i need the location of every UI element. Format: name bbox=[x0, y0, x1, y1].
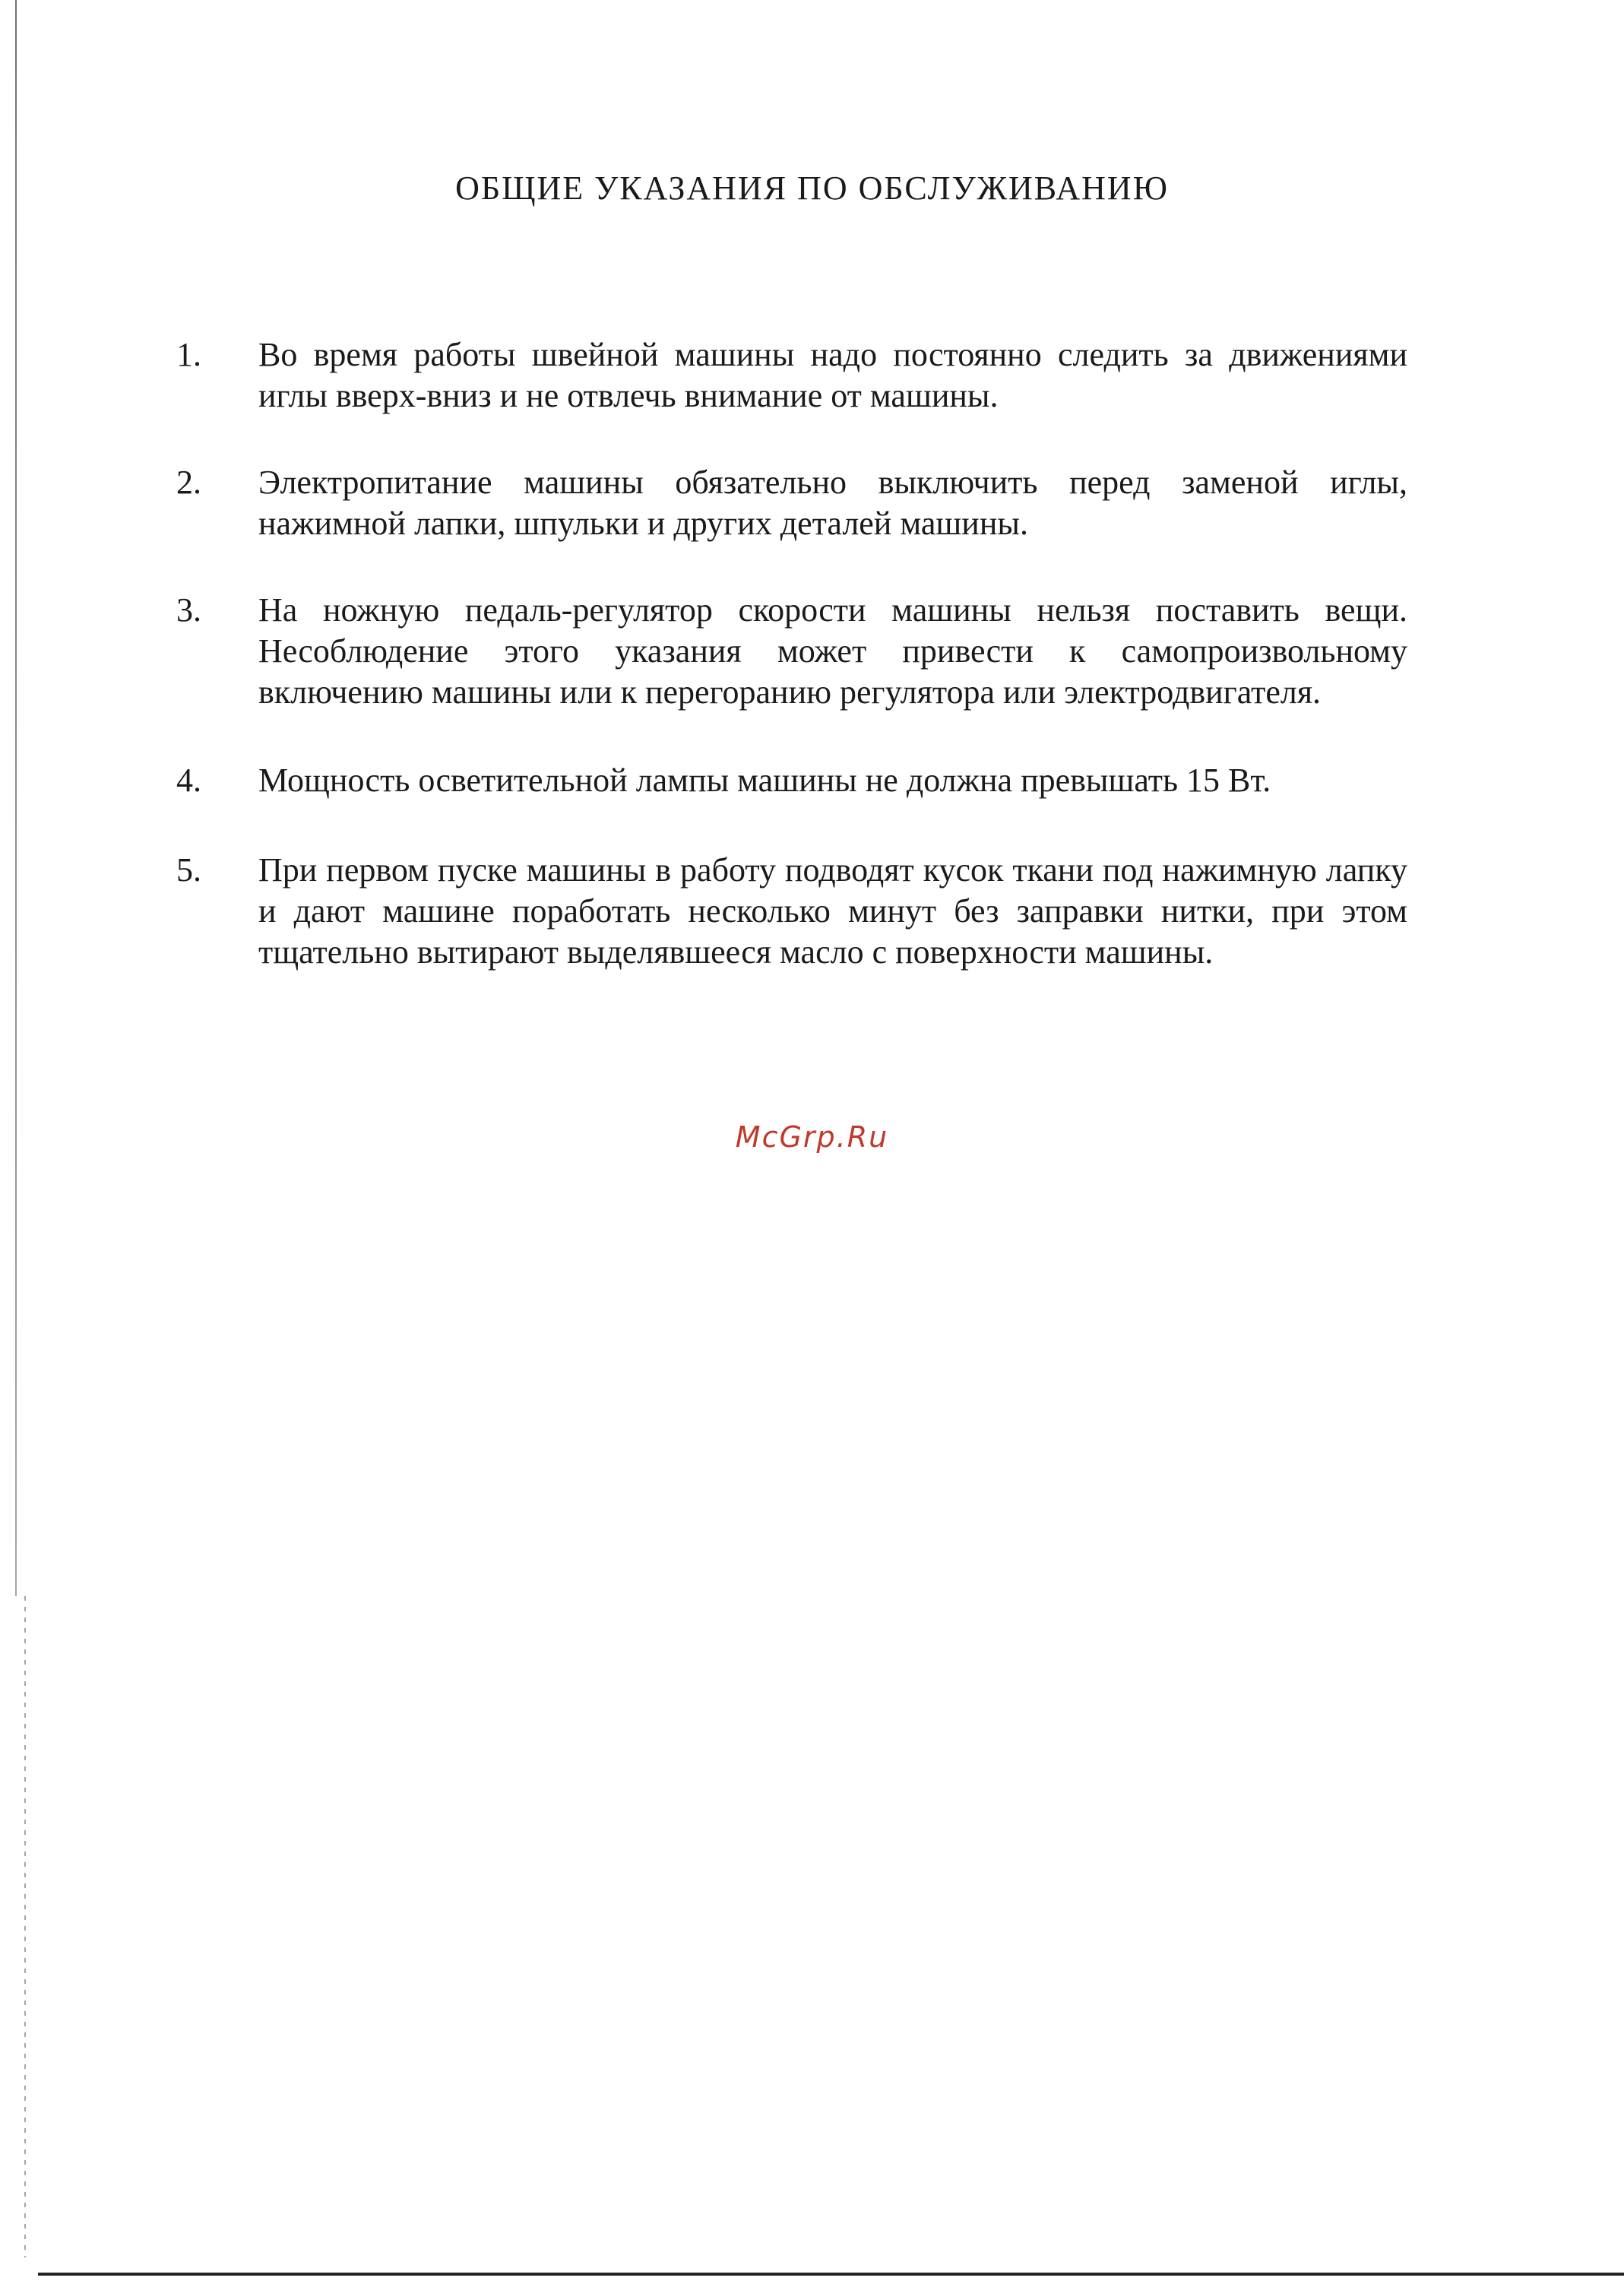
scan-edge-bottom bbox=[38, 2273, 1624, 2276]
list-item bbox=[176, 590, 1407, 713]
item-text: Электропитание машины обязательно выключить перед заменой иглы, нажимной лапки, шпульки и других деталей машины. bbox=[258, 464, 1407, 542]
list-item bbox=[176, 850, 1407, 973]
item-text: На ножную педаль-регулятор скорости машины нельзя поставить вещи. Несоблюдение этого указания может привести к самопроизвольному включению машины или к перегоранию регулятора или электродвигателя. bbox=[258, 591, 1407, 711]
scan-edge-left bbox=[15, 0, 17, 1596]
watermark-link[interactable]: McGrp.Ru bbox=[735, 1120, 889, 1154]
list-item bbox=[176, 462, 1407, 544]
list-item bbox=[176, 334, 1407, 417]
scan-edge-left-lower bbox=[24, 1596, 26, 2257]
item-text: Мощность осветительной лампы машины не должна превышать 15 Вт. bbox=[258, 762, 1271, 799]
item-number: 2. bbox=[176, 464, 201, 501]
item-text: При первом пуске машины в работу подводят кусок ткани под нажимную лапку и дают машине поработать несколько минут без заправки нитки, при этом тщательно вытирают выделявшееся масло с поверхности машины. bbox=[258, 851, 1407, 971]
item-text: Во время работы швейной машины надо постоянно следить за движениями иглы вверх-вниз и не отвлечь внимание от машины. bbox=[258, 336, 1407, 414]
item-number: 5. bbox=[176, 851, 201, 889]
list-item bbox=[176, 760, 1407, 801]
instruction-list bbox=[176, 334, 1407, 973]
page-title: ОБЩИЕ УКАЗАНИЯ ПО ОБСЛУЖИВАНИЮ bbox=[455, 169, 1169, 207]
item-number: 1. bbox=[176, 336, 201, 373]
item-number: 4. bbox=[176, 762, 201, 799]
item-number: 3. bbox=[176, 591, 201, 629]
